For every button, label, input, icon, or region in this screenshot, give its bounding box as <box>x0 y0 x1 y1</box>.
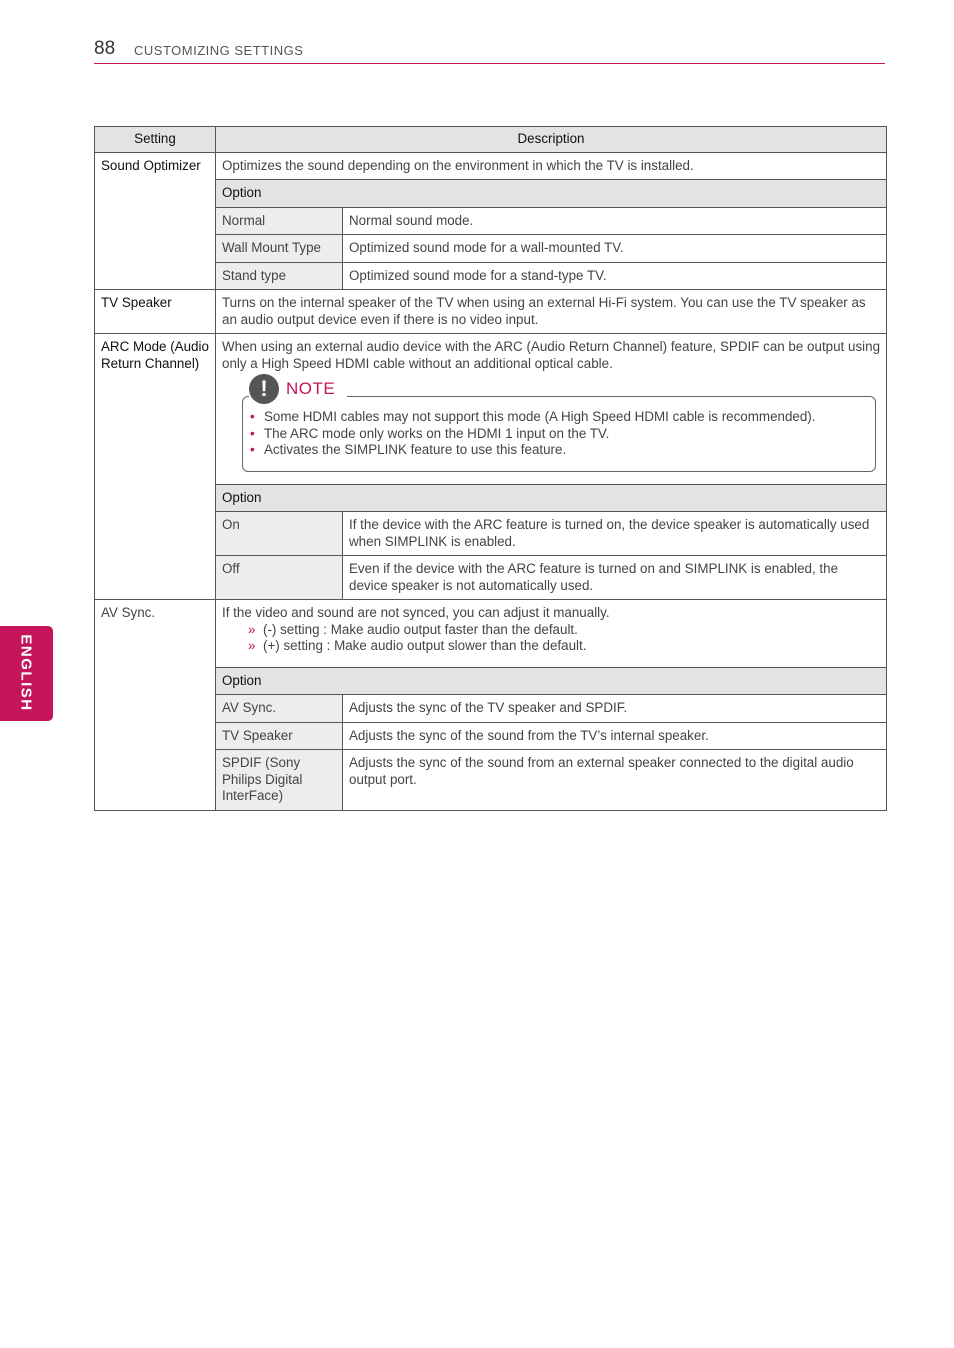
table-row <box>95 334 887 485</box>
exclamation-icon: ! <box>249 374 279 404</box>
list-item: • The ARC mode only works on the HDMI 1 input on the TV. <box>249 426 865 443</box>
option-header: Option <box>216 180 887 208</box>
setting-name: Sound Optimizer <box>95 152 216 290</box>
table-row <box>95 152 887 180</box>
setting-description-cell <box>216 334 887 485</box>
option-name: Stand type <box>216 262 343 290</box>
note-list <box>249 409 865 459</box>
setting-column-header: Setting <box>95 127 216 153</box>
language-tab <box>0 626 53 721</box>
list-item: » (+) setting : Make audio output slower than the default. <box>248 638 880 655</box>
setting-description: Optimizes the sound depending on the environment in which the TV is installed. <box>216 152 887 180</box>
option-name: TV Speaker <box>216 722 343 750</box>
option-description: Optimized sound mode for a wall-mounted TV. <box>343 235 887 263</box>
setting-description: If the video and sound are not synced, you can adjust it manually. <box>222 605 610 620</box>
option-description: Adjusts the sync of the sound from the TV’s internal speaker. <box>343 722 887 750</box>
page-number: 88 <box>94 38 116 59</box>
language-label: ENGLISH <box>17 634 35 712</box>
settings-table <box>94 126 887 811</box>
option-description: Even if the device with the ARC feature is turned on and SIMPLINK is enabled, the device speaker is not automatically used. <box>343 556 887 600</box>
option-name: On <box>216 512 343 556</box>
option-header: Option <box>216 667 887 695</box>
setting-name: ARC Mode (Audio Return Channel) <box>95 334 216 600</box>
list-item: • Some HDMI cables may not support this mode (A High Speed HDMI cable is recommended). <box>249 409 865 426</box>
note-box <box>242 376 876 472</box>
setting-name: TV Speaker <box>95 290 216 334</box>
page-header <box>94 38 885 64</box>
setting-description: When using an external audio device with the ARC (Audio Return Channel) feature, SPDIF can be output using only a High Speed HDMI cable without an additional optical cable. <box>222 339 881 371</box>
setting-name: AV Sync. <box>95 600 216 811</box>
option-description: If the device with the ARC feature is turned on, the device speaker is automatically used when SIMPLINK is enabled. <box>343 512 887 556</box>
setting-bullet-list <box>222 622 880 655</box>
description-column-header: Description <box>216 127 887 153</box>
option-name: SPDIF (Sony Philips Digital InterFace) <box>216 750 343 811</box>
option-description: Adjusts the sync of the sound from an external speaker connected to the digital audio output port. <box>343 750 887 811</box>
setting-description-cell <box>216 600 887 668</box>
option-header: Option <box>216 484 887 512</box>
option-name: Wall Mount Type <box>216 235 343 263</box>
note-title: NOTE <box>286 378 336 398</box>
option-name: Off <box>216 556 343 600</box>
option-name: AV Sync. <box>216 695 343 723</box>
option-description: Normal sound mode. <box>343 207 887 235</box>
option-name: Normal <box>216 207 343 235</box>
list-item: • Activates the SIMPLINK feature to use this feature. <box>249 442 865 459</box>
list-item: » (-) setting : Make audio output faster than the default. <box>248 622 880 639</box>
option-description: Optimized sound mode for a stand-type TV. <box>343 262 887 290</box>
option-description: Adjusts the sync of the TV speaker and SPDIF. <box>343 695 887 723</box>
setting-description: Turns on the internal speaker of the TV when using an external Hi-Fi system. You can use the TV speaker as an audio output device even if there is no video input. <box>216 290 887 334</box>
table-row <box>95 600 887 668</box>
note-header <box>249 374 347 404</box>
table-row <box>95 290 887 334</box>
section-title: CUSTOMIZING SETTINGS <box>134 43 304 58</box>
table-header-row <box>95 127 887 153</box>
